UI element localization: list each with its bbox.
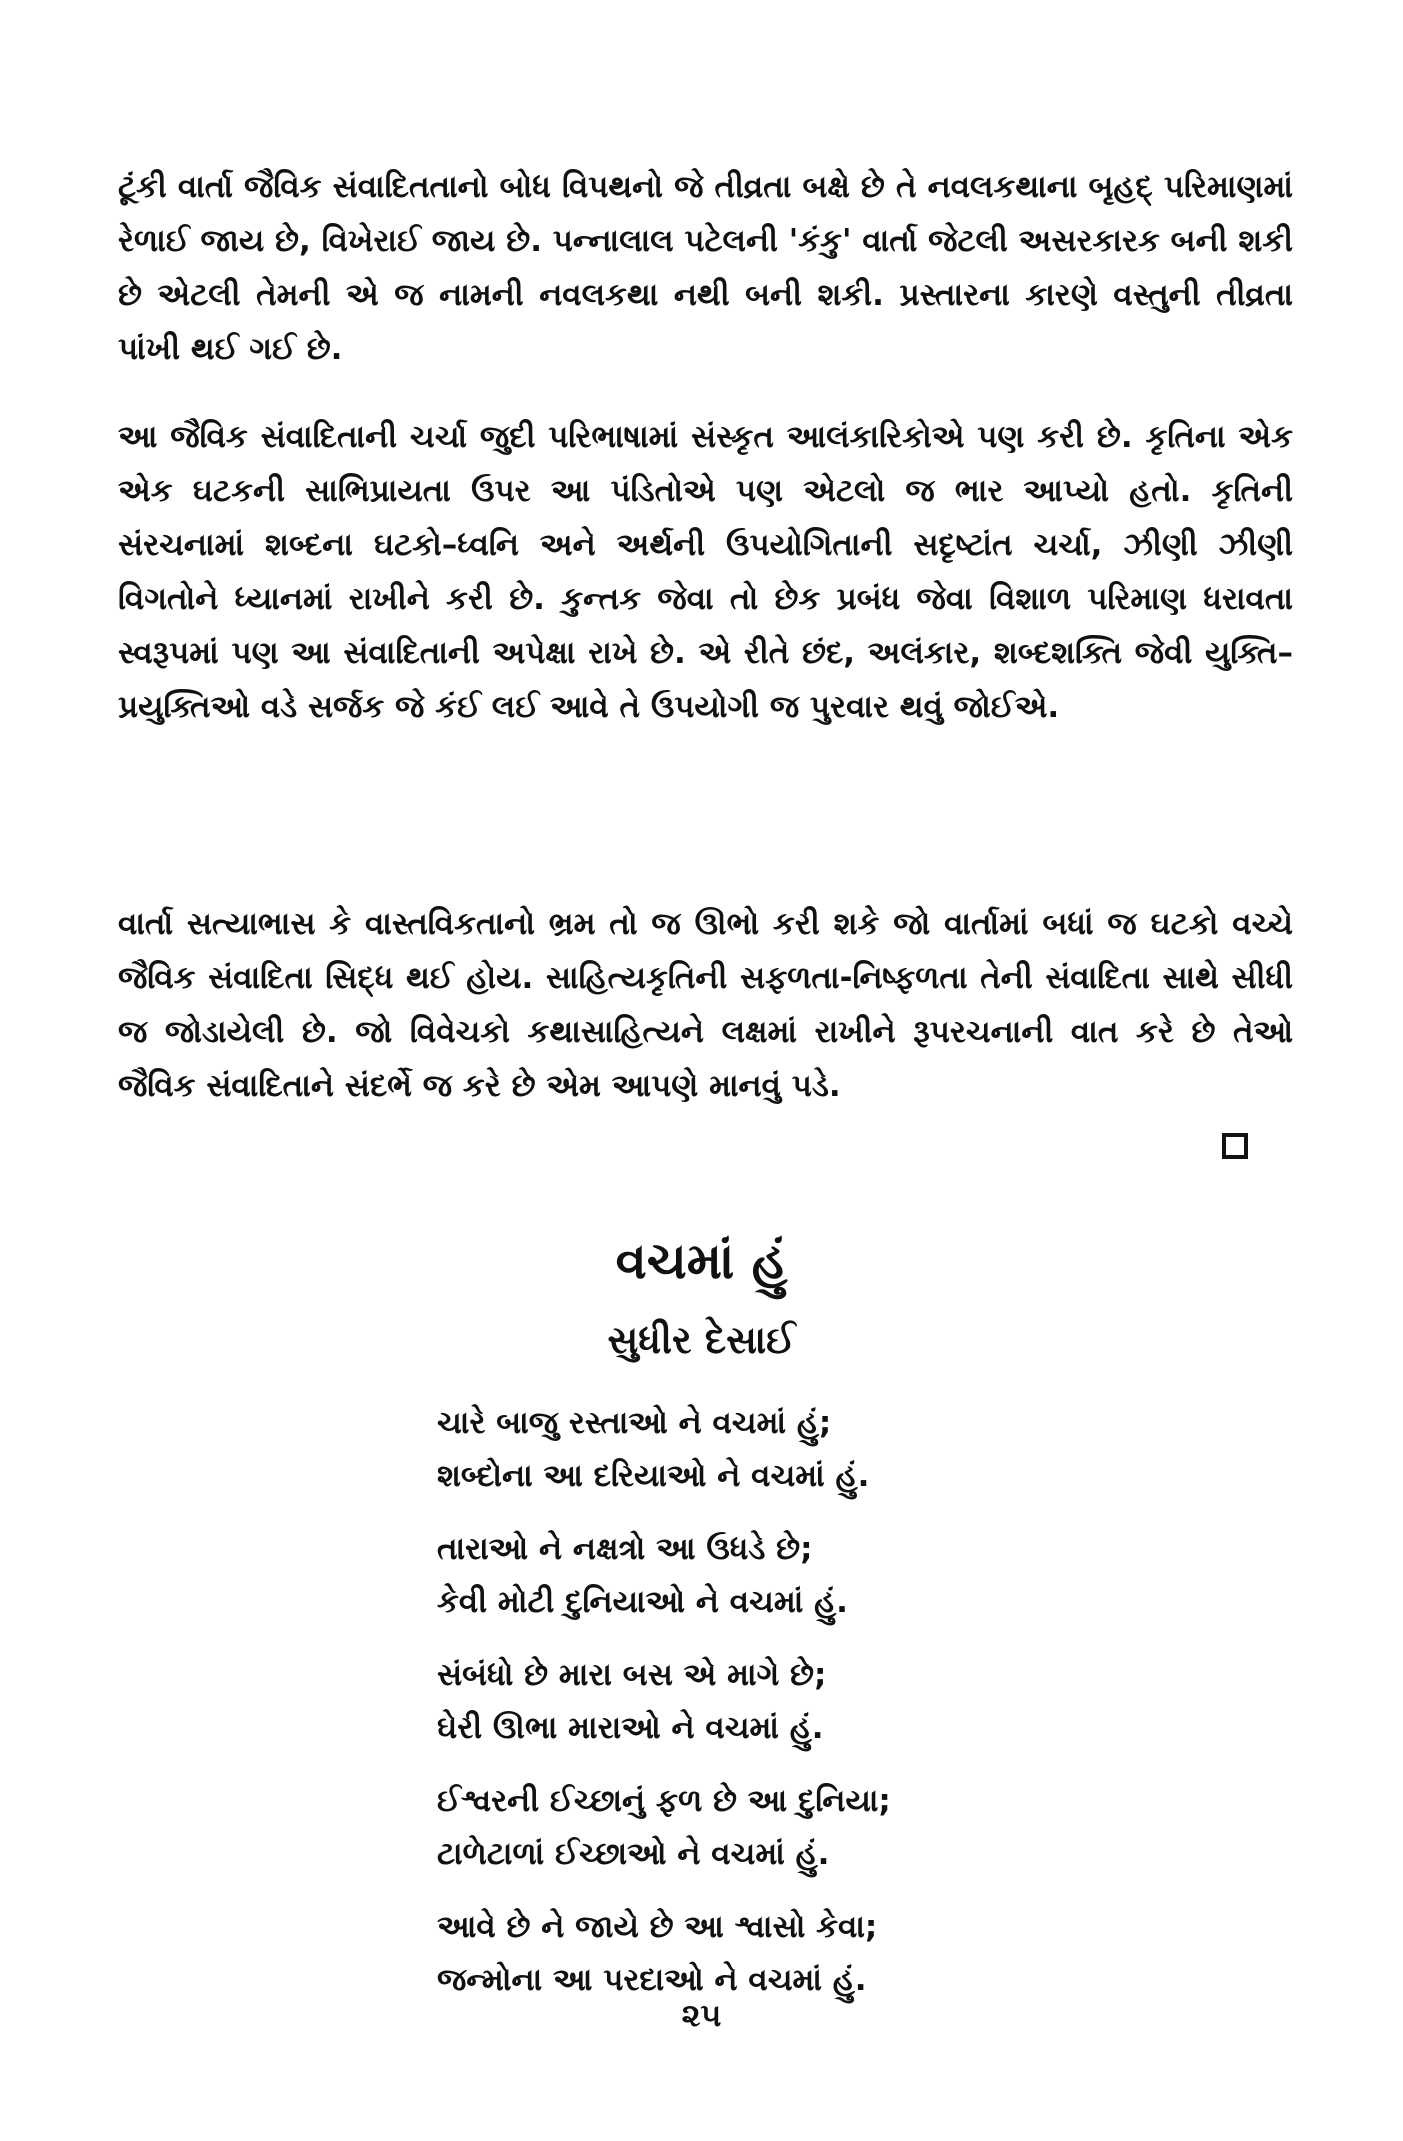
poem-line: સંબંધો છે મારા બસ એ માગે છે; [437,1657,827,1693]
paragraph-text: આ જૈવિક સંવાદિતાની ચર્ચા જુદી પરિભાષામાં સંસ્કૃત આલંકારિકોએ પણ કરી છે. કૃતિના એક એક ઘટકની સાભિપ્રાયતા ઉપર આ પંડિતોએ પણ એટલો જ ભાર આપ્યો હતો. કૃતિની સંરચનામાં શબ્દના ઘટકો–ધ્વનિ અને અર્થની ઉપયોગિતાની સદૃષ્ટાંત ચર્ચા, ઝીણી ઝીણી વિગતોને ધ્યાનમાં રાખીને કરી છે. કુન્તક જેવા તો છેક પ્રબંધ જેવા વિશાળ પરિમાણ ધરાવતા સ્વરૂપમાં પણ આ સંવાદિતાની અપેક્ષા રાખે છે. એ રીતે છંદ, અલંકાર, શબ્દશક્તિ જેવી યુક્તિ–પ્રયુક્તિઓ વડે સર્જક જે કંઈ લઈ આવે તે ઉપયોગી જ પુરવાર થવું જોઈએ. [118,419,1293,725]
article-paragraph-1 [118,160,1293,376]
poem-line: ઈશ્વરની ઈચ્છાનું ફળ છે આ દુનિયા; [437,1783,891,1819]
poem-author: સુધીર દેસાઈ [607,1318,796,1362]
paragraph-text: ટૂંકી વાર્તા જૈવિક સંવાદિતતાનો બોધ વિપથનો જે તીવ્રતા બક્ષે છે તે નવલકથાના બૃહદ્ પરિમાણમાં રેળાઈ જાય છે, વિખેરાઈ જાય છે. પન્નાલાલ પટેલની 'કંકુ' વાર્તા જેટલી અસરકારક બની શકી છે એટલી તેમની એ જ નામની નવલકથા નથી બની શકી. પ્રસ્તારના કારણે વસ્તુની તીવ્રતા પાંખી થઈ ગઈ છે. [118,169,1293,367]
poem-line: ઘેરી ઊભા મારાઓ ને વચમાં હું. [437,1710,824,1746]
poem-line: કેવી મોટી દુનિયાઓ ને વચમાં હું. [437,1584,848,1620]
poem-stanza [437,1775,1117,1881]
poem-body [437,1397,1117,2027]
end-of-article-box-icon [1222,1133,1248,1159]
poem-stanza [437,1901,1117,2007]
page-number: ૨૫ [681,1996,722,2034]
poem-line: શબ્દોના આ દરિયાઓ ને વચમાં હું. [437,1458,870,1494]
poem-line: ચારે બાજુ રસ્તાઓ ને વચમાં હું; [437,1405,832,1441]
article-paragraph-2 [118,410,1293,734]
poem-line: તારાઓ ને નક્ષત્રો આ ઉધડે છે; [437,1531,813,1567]
poem-stanza [437,1523,1117,1629]
paragraph-text: વાર્તા સત્યાભાસ કે વાસ્તવિકતાનો ભ્રમ તો જ ઊભો કરી શકે જો વાર્તામાં બધાં જ ઘટકો વચ્ચે જૈવિક સંવાદિતા સિદ્ધ થઈ હોય. સાહિત્યકૃતિની સફળતા-નિષ્ફળતા તેની સંવાદિતા સાથે સીધી જ જોડાયેલી છે. જો વિવેચકો કથાસાહિત્યને લક્ષમાં રાખીને રૂપરચનાની વાત કરે છે તેઓ જૈવિક સંવાદિતાને સંદર્ભે જ કરે છે એમ આપણે માનવું પડે. [118,906,1293,1104]
poem-stanza [437,1649,1117,1755]
article-paragraph-3 [118,897,1293,1113]
poem-title: વચમાં હું [615,1232,788,1290]
poem-line: આવે છે ને જાયે છે આ શ્વાસો કેવા; [437,1909,878,1945]
poem-line: જન્મોના આ પરદાઓ ને વચમાં હું. [437,1962,867,1998]
poem-line: ટાળેટાળાં ઈચ્છાઓ ને વચમાં હું. [437,1836,830,1872]
poem-stanza [437,1397,1117,1503]
